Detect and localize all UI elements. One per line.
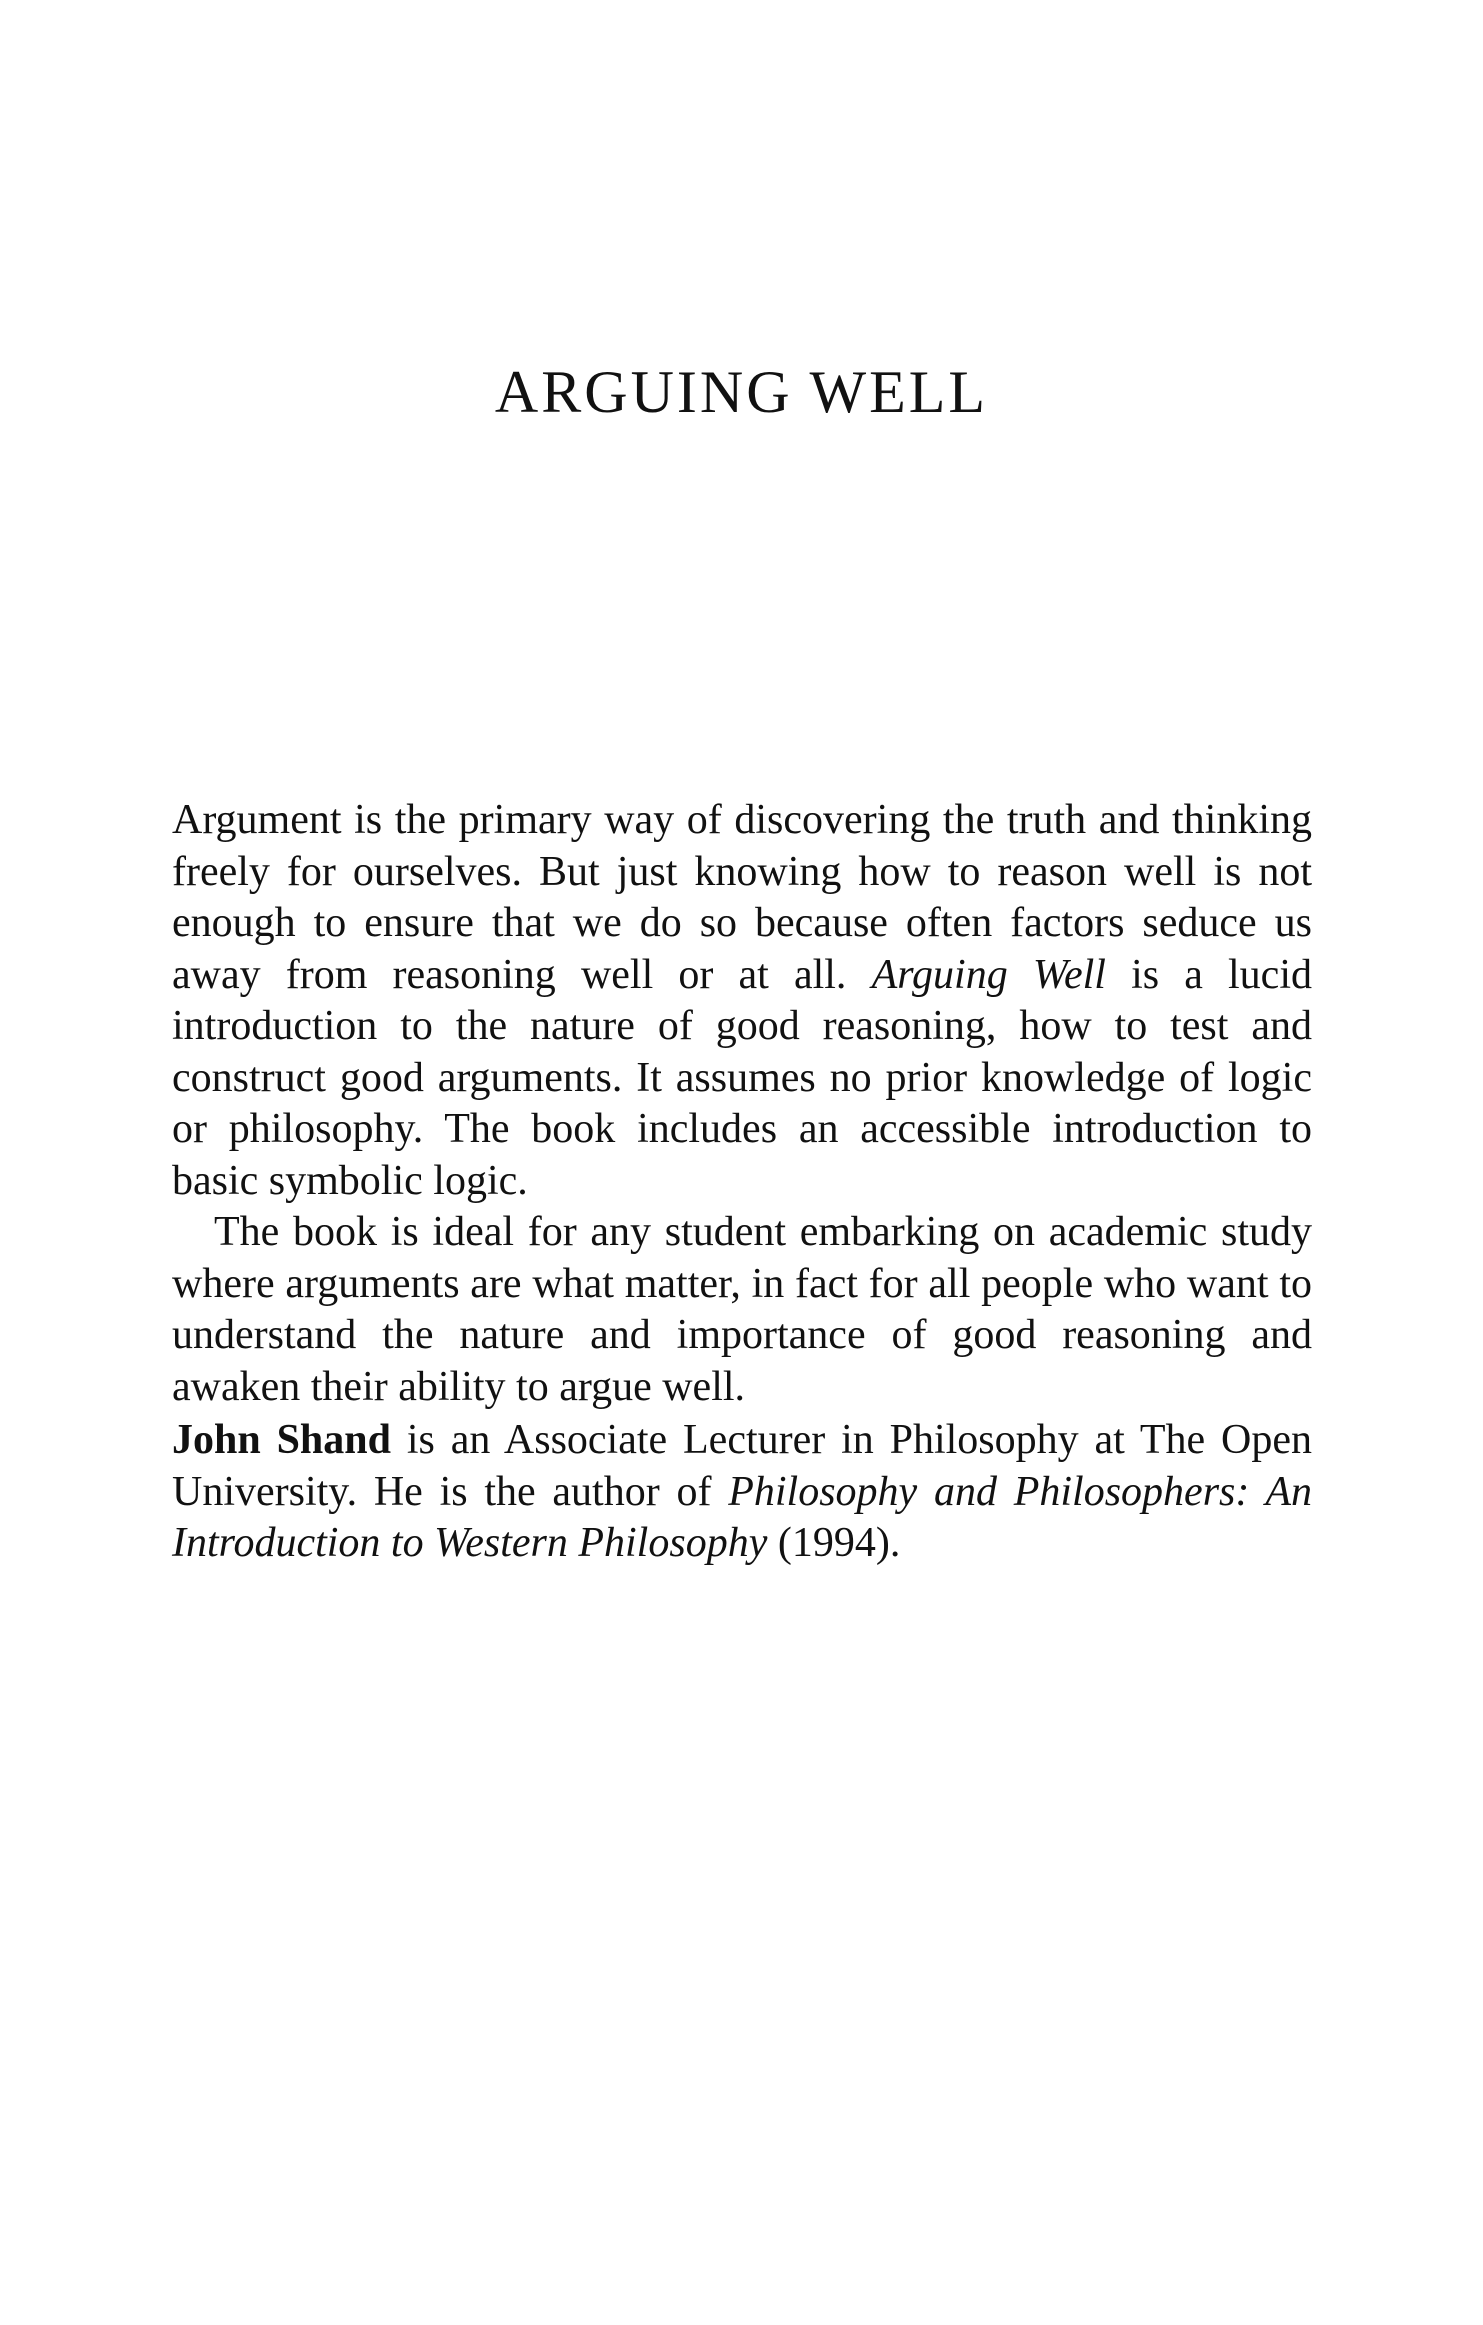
book-description (172, 795, 1312, 1413)
author-previous-book-year: (1994). (777, 1520, 901, 1566)
description-p1-start: Argument is the primary way of discovering the truth and thinking freely for ourselves. But just knowing how to reason well is not enough to ensure that we do so because often factors seduce us away from reasoning well or at all. (172, 797, 1312, 998)
book-title: ARGUING WELL (494, 359, 989, 425)
description-book-title: Arguing Well (871, 951, 1106, 998)
description-paragraph-1 (172, 795, 1312, 1207)
description-p1-end: is a lucid introduction to the nature of good reasoning, how to test and construct good arguments. It assumes no prior knowledge of logic or philosophy. The book includes an accessible introduction to basic symbolic logic. (172, 951, 1312, 1204)
author-bio (172, 1415, 1312, 1570)
description-paragraph-2: The book is ideal for any student embarking on academic study where arguments are what matter, in fact for all people who want to understand the nature and importance of good reasoning and awaken their ability to argue well. (172, 1209, 1312, 1410)
author-name: John Shand (172, 1417, 391, 1463)
author-previous-book: Philosophy and Philosophers: An Introduction to Western Philosophy (172, 1468, 1313, 1566)
author-bio-text: is an Associate Lecturer in Philosophy at The Open University. He is the author of (172, 1417, 1313, 1515)
